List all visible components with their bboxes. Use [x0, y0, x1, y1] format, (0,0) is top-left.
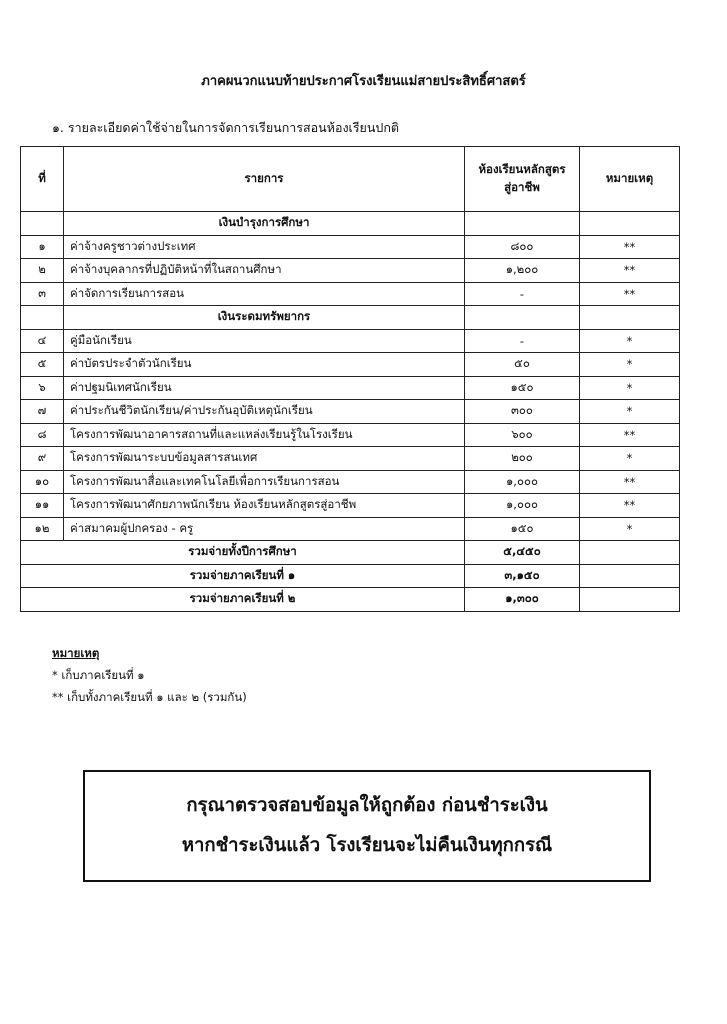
row-item: ค่าจัดการเรียนการสอน — [64, 282, 465, 306]
row-no: ๖ — [21, 376, 64, 400]
row-no: ๑๑ — [21, 494, 64, 518]
row-amount: ๘๐๐ — [465, 235, 580, 259]
row-item: โครงการพัฒนาศักยภาพนักเรียน ห้องเรียนหลักสูตรสู่อาชีพ — [64, 494, 465, 518]
notes-title: หมายเหตุ — [52, 646, 100, 660]
header-amount — [465, 147, 580, 212]
table-row — [21, 494, 680, 518]
row-item: ค่าสมาคมผู้ปกครอง - ครู — [64, 517, 465, 541]
group-spacer-remark — [580, 306, 680, 330]
warning-line: กรุณาตรวจสอบข้อมูลให้ถูกต้อง ก่อนชำระเงิน — [186, 795, 548, 816]
row-no: ๑ — [21, 235, 64, 259]
row-remark: * — [580, 447, 680, 471]
total-remark — [580, 588, 680, 612]
section-heading: ๑. รายละเอียดค่าใช้จ่ายในการจัดการเรียนการสอนห้องเรียนปกติ — [52, 120, 400, 135]
total-row — [21, 541, 680, 565]
row-no: ๒ — [21, 259, 64, 283]
row-amount: ๑,๐๐๐ — [465, 494, 580, 518]
row-remark: ** — [580, 235, 680, 259]
total-label: รวมจ่ายภาคเรียนที่ ๒ — [21, 588, 465, 612]
group-spacer-amount — [465, 306, 580, 330]
row-amount: ๑๕๐ — [465, 517, 580, 541]
row-remark: * — [580, 376, 680, 400]
table-row — [21, 470, 680, 494]
row-no: ๓ — [21, 282, 64, 306]
row-item: คู่มือนักเรียน — [64, 329, 465, 353]
row-remark: ** — [580, 470, 680, 494]
table-row — [21, 329, 680, 353]
group-heading: เงินบำรุงการศึกษา — [64, 212, 465, 236]
row-remark: * — [580, 517, 680, 541]
warning-box — [83, 770, 651, 882]
row-item: ค่าบัตรประจำตัวนักเรียน — [64, 353, 465, 377]
table-row — [21, 282, 680, 306]
row-amount: - — [465, 329, 580, 353]
group-heading: เงินระดมทรัพยากร — [64, 306, 465, 330]
table-header-row — [21, 147, 680, 212]
table-row — [21, 376, 680, 400]
row-item: โครงการพัฒนาระบบข้อมูลสารสนเทศ — [64, 447, 465, 471]
group-spacer-remark — [580, 212, 680, 236]
table-row — [21, 353, 680, 377]
row-amount: ๖๐๐ — [465, 423, 580, 447]
row-remark: ** — [580, 494, 680, 518]
header-amount-line2: สู่อาชีพ — [504, 180, 540, 194]
row-remark: * — [580, 400, 680, 424]
row-remark: ** — [580, 282, 680, 306]
row-item: ค่าจ้างบุคลากรที่ปฏิบัติหน้าที่ในสถานศึกษา — [64, 259, 465, 283]
table-row — [21, 235, 680, 259]
total-label: รวมจ่ายภาคเรียนที่ ๑ — [21, 564, 465, 588]
row-no: ๗ — [21, 400, 64, 424]
total-remark — [580, 541, 680, 565]
fee-table — [20, 146, 680, 612]
header-remark: หมายเหตุ — [580, 147, 680, 212]
row-no: ๑๒ — [21, 517, 64, 541]
row-item: โครงการพัฒนาสื่อและเทคโนโลยีเพื่อการเรียนการสอน — [64, 470, 465, 494]
row-remark: * — [580, 353, 680, 377]
group-row — [21, 306, 680, 330]
group-spacer-no — [21, 306, 64, 330]
row-amount: ๑,๐๐๐ — [465, 470, 580, 494]
total-row — [21, 564, 680, 588]
total-amount: ๕,๔๕๐ — [465, 541, 580, 565]
row-item: ค่าจ้างครูชาวต่างประเทศ — [64, 235, 465, 259]
table-row — [21, 447, 680, 471]
table-row — [21, 259, 680, 283]
row-no: ๙ — [21, 447, 64, 471]
header-item: รายการ — [64, 147, 465, 212]
page-title: ภาคผนวกแนบท้ายประกาศโรงเรียนแม่สายประสิทธิ์ศาสตร์ — [201, 74, 526, 89]
total-label: รวมจ่ายทั้งปีการศึกษา — [21, 541, 465, 565]
row-remark: ** — [580, 259, 680, 283]
row-remark: * — [580, 329, 680, 353]
note-line: * เก็บภาคเรียนที่ ๑ — [52, 668, 145, 682]
row-amount: ๓๐๐ — [465, 400, 580, 424]
table-row — [21, 400, 680, 424]
group-spacer-amount — [465, 212, 580, 236]
total-row — [21, 588, 680, 612]
row-no: ๕ — [21, 353, 64, 377]
note-line: ** เก็บทั้งภาคเรียนที่ ๑ และ ๒ (รวมกัน) — [52, 690, 247, 704]
group-spacer-no — [21, 212, 64, 236]
header-no: ที่ — [21, 147, 64, 212]
header-amount-line1: ห้องเรียนหลักสูตร — [478, 162, 566, 176]
row-no: ๔ — [21, 329, 64, 353]
table-row — [21, 517, 680, 541]
total-amount: ๑,๓๐๐ — [465, 588, 580, 612]
group-row — [21, 212, 680, 236]
row-amount: ๕๐ — [465, 353, 580, 377]
row-item: ค่าประกันชีวิตนักเรียน/ค่าประกันอุบัติเหตุนักเรียน — [64, 400, 465, 424]
row-no: ๘ — [21, 423, 64, 447]
row-amount: ๑,๒๐๐ — [465, 259, 580, 283]
row-amount: ๒๐๐ — [465, 447, 580, 471]
total-remark — [580, 564, 680, 588]
row-item: โครงการพัฒนาอาคารสถานที่และแหล่งเรียนรู้ในโรงเรียน — [64, 423, 465, 447]
total-amount: ๓,๑๕๐ — [465, 564, 580, 588]
row-remark: ** — [580, 423, 680, 447]
row-amount: - — [465, 282, 580, 306]
warning-line: หากชำระเงินแล้ว โรงเรียนจะไม่คืนเงินทุกกรณี — [181, 835, 553, 856]
table-row — [21, 423, 680, 447]
row-item: ค่าปฐมนิเทศนักเรียน — [64, 376, 465, 400]
notes — [52, 642, 247, 708]
row-no: ๑๐ — [21, 470, 64, 494]
row-amount: ๑๕๐ — [465, 376, 580, 400]
